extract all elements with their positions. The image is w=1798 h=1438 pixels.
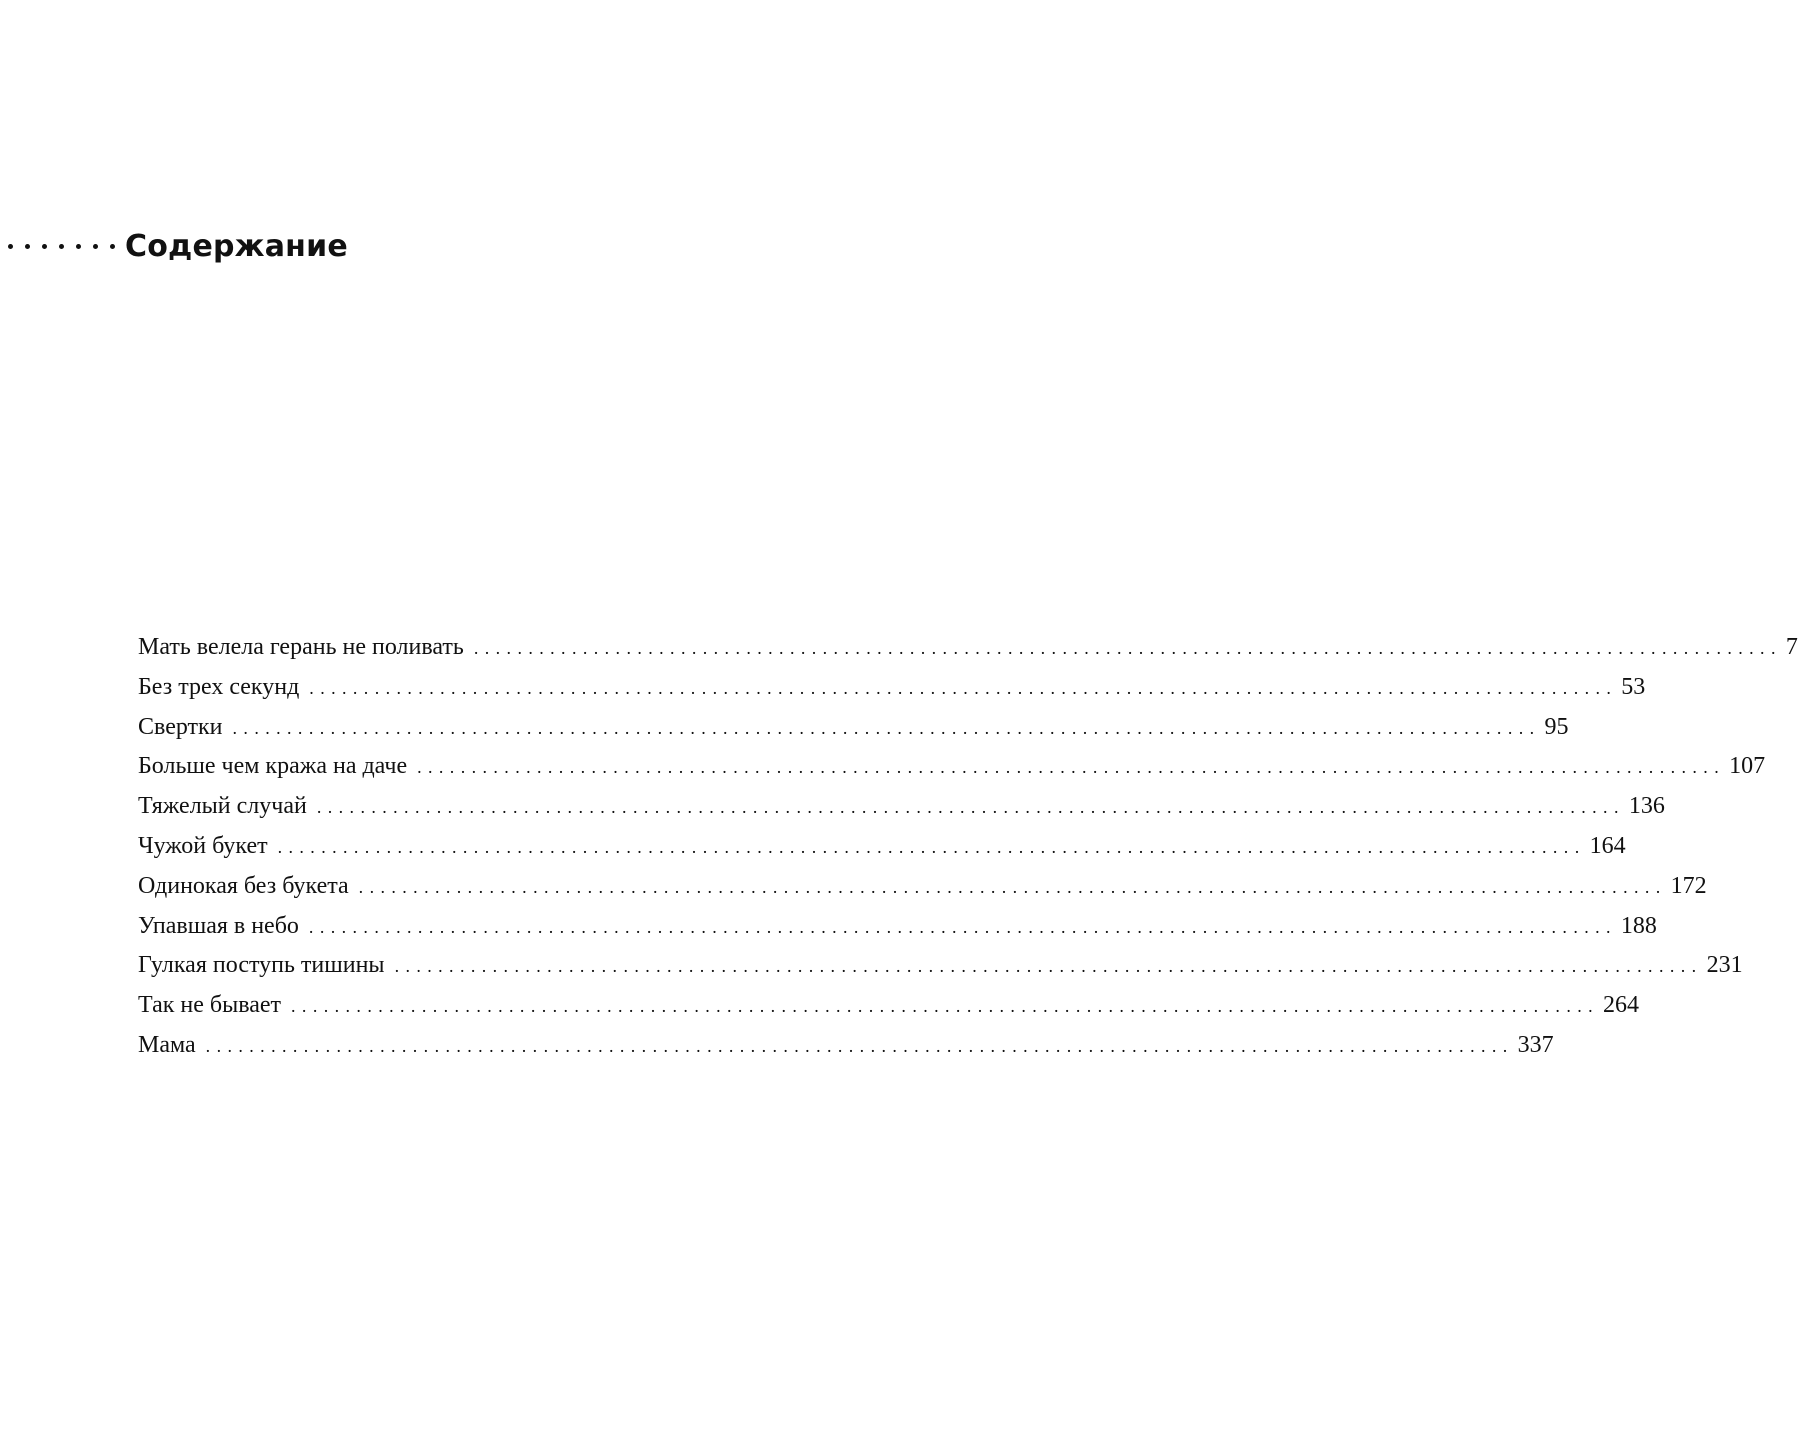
toc-entry-title: Одинокая без букета [138,872,349,899]
dot-leader: ........................................................................................................................ [417,757,1726,778]
toc-entry-title: Упавшая в небо [138,912,299,939]
toc-entry-page: 264 [1603,992,1640,1019]
dot-leader: ........................................................................................................................ [232,717,1541,738]
toc-entry-title: Мама [138,1031,196,1058]
toc-entry-page: 53 [1621,673,1646,700]
bullet-dot [93,244,98,249]
heading-bullets [8,244,115,249]
toc-entry [138,634,1798,674]
dot-leader: ........................................................................................................................ [316,797,1625,818]
toc-entry [138,673,1646,714]
bullet-dot [110,244,115,249]
toc-entry-page: 136 [1628,793,1665,820]
toc-entry-page: 107 [1729,753,1766,780]
dot-leader: ........................................................................................................................ [205,1035,1514,1056]
toc-entry [138,912,1657,953]
bullet-dot [25,244,30,249]
toc-entry-title: Гулкая поступь тишины [138,952,385,979]
bullet-dot [59,244,64,249]
table-of-contents [138,634,1798,1072]
toc-entry-title: Так не бывает [138,992,282,1019]
dot-leader: ........................................................................................................................ [473,638,1782,658]
dot-leader: ........................................................................................................................ [277,836,1586,857]
contents-heading [8,222,348,270]
toc-entry-page: 231 [1706,952,1743,979]
dot-leader: ........................................................................................................................ [308,916,1617,937]
toc-entry-page: 172 [1670,872,1707,899]
toc-entry-title: Без трех секунд [138,673,300,700]
bullet-dot [8,244,13,249]
toc-entry-page: 164 [1589,832,1626,859]
dot-leader: ........................................................................................................................ [291,996,1600,1017]
toc-entry [138,872,1707,913]
toc-entry-page: 7 [1785,634,1798,660]
bullet-dot [42,244,47,249]
dot-leader: ........................................................................................................................ [358,876,1667,897]
toc-entry [138,753,1766,793]
toc-entry-title: Мать велела герань не поливать [138,634,464,660]
dot-leader: ........................................................................................................................ [394,956,1703,977]
toc-entry [138,1031,1554,1072]
toc-entry [138,992,1640,1032]
toc-entry-title: Больше чем кража на даче [138,753,408,780]
toc-entry-page: 95 [1544,713,1569,740]
toc-entry [138,713,1569,754]
toc-entry-title: Свертки [138,713,223,740]
toc-entry-title: Чужой букет [138,832,268,859]
toc-entry [138,952,1743,992]
toc-entry-page: 337 [1517,1031,1554,1058]
toc-entry [138,832,1626,873]
page-title: Содержание [125,228,348,264]
dot-leader: ........................................................................................................................ [309,677,1618,698]
toc-entry-page: 188 [1620,912,1657,939]
toc-entry-title: Тяжелый случай [138,793,307,820]
bullet-dot [76,244,81,249]
toc-entry [138,793,1665,833]
